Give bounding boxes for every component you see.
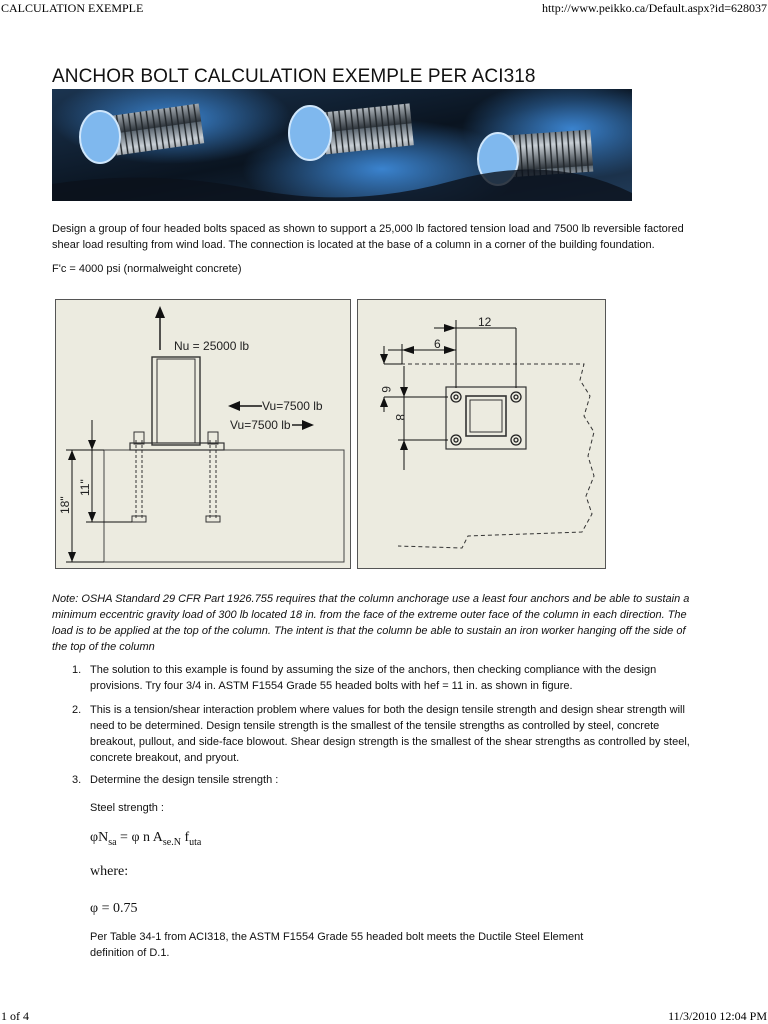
dim-8: 8 (393, 414, 407, 421)
step-2-line-1: This is a tension/shear interaction problem where values for both the design tensile strength and design shear strength will (90, 704, 685, 716)
anchor-bolt-right (206, 432, 220, 522)
dim-embed-11: 11" (78, 479, 92, 496)
intro-paragraph (52, 221, 718, 253)
table-note (90, 929, 690, 961)
osha-note (52, 591, 718, 655)
intro-line-2: shear load resulting from wind load. The connection is located at the base of a column in a corner of the building foundation. (52, 239, 655, 251)
formula-nsa (90, 830, 201, 848)
table-note-line-1: Per Table 34-1 from ACI318, the ASTM F1554 Grade 55 headed bolt meets the Ductile Steel Element (90, 931, 584, 943)
step-1-line-2: provisions. Try four 3/4 in. ASTM F1554 Grade 55 headed bolts with hef = 11 in. as shown in figure. (90, 680, 573, 692)
page-title: ANCHOR BOLT CALCULATION EXEMPLE PER ACI318 (52, 66, 536, 87)
dim-total-18: 18" (58, 496, 72, 514)
step-number: 1. (72, 664, 82, 676)
step-2-line-4: concrete breakout, and pryout. (90, 752, 240, 764)
step-2-line-3: breakout, pullout, and side-face blowout. Shear design strength is the smallest of the shear strengths as controlled by steel, (90, 736, 690, 748)
print-header (0, 0, 768, 16)
step-number: 3. (72, 774, 82, 786)
dim-6-horizontal: 6 (434, 337, 441, 351)
banner-image-anchor-bolts (52, 89, 632, 201)
print-timestamp: 11/3/2010 12:04 PM (668, 1009, 767, 1023)
concrete-strength-line: F'c = 4000 psi (normalweight concrete) (52, 263, 242, 275)
table-note-line-2: definition of D.1. (90, 947, 170, 959)
print-header-title: CALCULATION EXEMPLE (1, 1, 144, 15)
step-1-line-1: The solution to this example is found by assuming the size of the anchors, then checking compliance with the design (90, 664, 657, 676)
formula-eq: = φ n A (116, 830, 163, 845)
where-label: where: (90, 864, 129, 879)
step-2-line-2: need to be determined. Design tensile strength is the smallest of the tensile strengths as controlled by steel, concrete (90, 720, 660, 732)
vu-left-label: Vu=7500 lb (262, 399, 323, 413)
dim-6-vertical: 6 (379, 386, 393, 393)
dim-12: 12 (478, 315, 492, 329)
note-line-1: Note: OSHA Standard 29 CFR Part 1926.755 requires that the column anchorage use a least four anchors and be able to sustain a (52, 593, 690, 605)
note-line-2: minimum eccentric gravity load of 300 lb located 18 in. from the face of the extreme outer face of the column in each direction. The (52, 609, 687, 621)
note-line-3: load is to be applied at the top of the column. The intent is that the column be able to sustain an iron worker hanging off the side of (52, 625, 686, 637)
nu-load-label: Nu = 25000 lb (174, 339, 250, 353)
page-count: 1 of 4 (1, 1009, 29, 1023)
figure-elevation (55, 299, 351, 569)
anchor-bolt-left (132, 432, 146, 522)
intro-line-1: Design a group of four headed bolts spaced as shown to support a 25,000 lb factored tension load and 7500 lb reversible factored (52, 223, 684, 235)
vu-right-label: Vu=7500 lb (230, 418, 291, 432)
formula-lhs: φN (90, 830, 109, 845)
formula-f: f (180, 830, 190, 845)
formula-a-sub: se.N (162, 836, 181, 848)
phi-value: φ = 0.75 (90, 901, 138, 916)
note-line-4: the top of the column (52, 641, 155, 653)
step-3-line-1: Determine the design tensile strength : (90, 774, 279, 786)
steel-strength-label: Steel strength : (90, 802, 164, 814)
figure-plan (357, 299, 606, 569)
formula-lhs-sub: sa (108, 836, 117, 848)
print-footer (0, 1008, 768, 1024)
formula-f-sub: uta (189, 836, 202, 848)
step-number: 2. (72, 704, 82, 716)
print-header-url[interactable]: http://www.peikko.ca/Default.aspx?id=628037 (542, 1, 767, 15)
